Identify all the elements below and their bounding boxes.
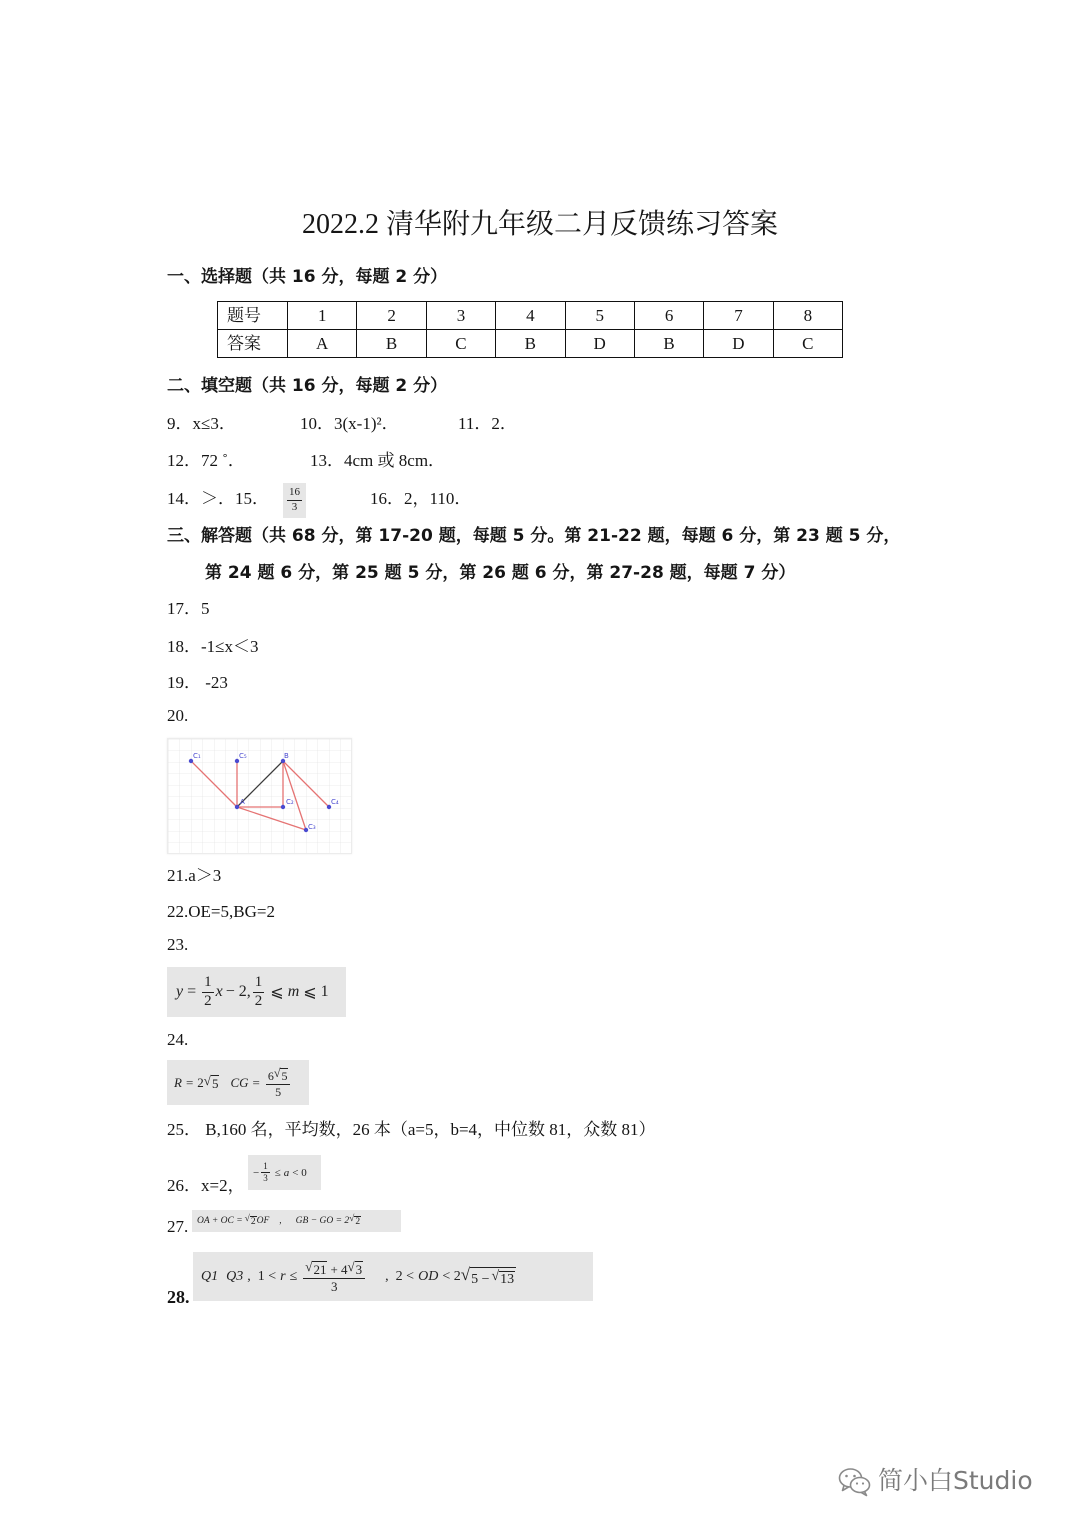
q23-var-x: x xyxy=(215,983,223,1000)
answer-cell: B xyxy=(357,330,426,358)
q24-var-cg: CG xyxy=(230,1074,249,1090)
q26-answer-formula xyxy=(248,1155,321,1190)
fraction-numerator: 1 xyxy=(253,975,265,993)
fraction-numerator: 16 xyxy=(287,487,302,501)
answer-q10: 10．3(x-1)²． xyxy=(300,414,399,433)
fraction-numerator: 1 xyxy=(202,975,214,993)
answer-q20-label: 20. xyxy=(167,706,189,725)
q26-fraction xyxy=(261,1162,270,1184)
q28-fraction xyxy=(303,1260,365,1293)
answer-q24-label: 24. xyxy=(167,1030,189,1049)
radical-sign: √ xyxy=(203,1073,211,1089)
q28-sqrt-21 xyxy=(305,1260,327,1277)
answer-cell: D xyxy=(704,330,773,358)
answer-q9: 9．x≤3． xyxy=(167,414,236,433)
answer-q16: 16．2，110． xyxy=(370,489,472,508)
watermark-text: 简小白Studio xyxy=(878,1466,1033,1495)
q24-equals-1: = xyxy=(185,1074,194,1090)
q28-outer-sqrt xyxy=(461,1266,516,1288)
question-number-cell: 4 xyxy=(496,302,565,330)
page-title: 2022.2 清华附九年级二月反馈练习答案 xyxy=(301,209,778,240)
answer-cell: C xyxy=(426,330,495,358)
section-2-heading: 二、填空题（共 16 分，每题 2 分） xyxy=(167,376,448,396)
answer-cell: A xyxy=(288,330,357,358)
q28-inner-sqrt xyxy=(491,1270,515,1288)
answer-q21: 21.a＞3 xyxy=(167,866,222,885)
answer-q19: 19． -23 xyxy=(167,673,228,692)
answer-cell: D xyxy=(565,330,634,358)
question-number-cell: 6 xyxy=(634,302,703,330)
answer-q11: 11．2． xyxy=(458,414,517,433)
question-number-cell: 5 xyxy=(565,302,634,330)
q15-fraction xyxy=(287,487,302,513)
q26-leq: ≤ xyxy=(274,1166,281,1179)
radical-sign: √ xyxy=(460,1264,471,1284)
q28-answer-formula xyxy=(193,1252,593,1301)
q27-sqrt-1 xyxy=(245,1215,257,1228)
q28-leq: ≤ xyxy=(289,1268,298,1284)
q28-ineq2-right: < 2 xyxy=(442,1268,461,1284)
q28-comma-2: , xyxy=(385,1268,389,1284)
q28-comma-1: , xyxy=(247,1268,251,1284)
answer-cell: B xyxy=(634,330,703,358)
table-row xyxy=(218,302,843,330)
q24-equals-2: = xyxy=(252,1074,260,1090)
q23-var-m: m xyxy=(287,983,300,1000)
fraction-numerator: 1 xyxy=(261,1162,270,1173)
label-b: B xyxy=(284,752,289,760)
q15-fraction-box xyxy=(283,483,306,518)
q27-part-2: GB − GO = 2 xyxy=(295,1216,350,1226)
radicand: 3 xyxy=(355,1261,363,1277)
label-c5: C₅ xyxy=(239,752,247,760)
answer-q25: 25． B,160 名，平均数，26 本（a=5，b=4，中位数 81，众数 81） xyxy=(167,1120,656,1139)
q28-q3: Q3 xyxy=(226,1268,244,1284)
question-number-cell: 8 xyxy=(773,302,842,330)
q28-var-od: OD xyxy=(418,1268,439,1284)
q23-fraction-2 xyxy=(253,975,265,1010)
answer-cell: B xyxy=(496,330,565,358)
fraction-denominator: 3 xyxy=(330,1278,338,1294)
fraction-numerator xyxy=(266,1067,291,1085)
radicand: 21 xyxy=(313,1261,327,1277)
point-a xyxy=(235,805,239,809)
radical-sign: √ xyxy=(349,1213,355,1224)
q24-fraction xyxy=(266,1067,291,1098)
question-number-cell: 7 xyxy=(704,302,773,330)
q23-leq-2: ⩽ xyxy=(303,984,317,1001)
radicand: 2 xyxy=(355,1216,361,1227)
q23-one: 1 xyxy=(320,983,329,1000)
answer-q17: 17．5 xyxy=(167,599,210,618)
q24-frac-sqrt xyxy=(274,1067,289,1083)
radicand xyxy=(470,1267,516,1288)
answer-q27-label: 27. xyxy=(167,1217,189,1236)
q26-lt-zero: < 0 xyxy=(292,1166,307,1179)
q28-sqrt-3 xyxy=(348,1260,364,1277)
q24-answer-formula xyxy=(167,1060,309,1105)
label-c2: C₂ xyxy=(286,798,294,806)
q24-coef: 2 xyxy=(197,1074,204,1090)
section-3-heading-line-2: 第 24 题 6 分，第 25 题 5 分，第 26 题 6 分，第 27-28 题，每题 7 分） xyxy=(205,563,796,583)
radical-sign: √ xyxy=(491,1268,500,1284)
q27-answer-formula xyxy=(192,1210,401,1232)
q23-equals: = xyxy=(187,983,197,1000)
table-answer-label: 答案 xyxy=(218,330,288,358)
q28-plus-four: + 4 xyxy=(330,1261,348,1277)
answer-q18: 18．-1≤x＜3 xyxy=(167,637,259,656)
answer-cell: C xyxy=(773,330,842,358)
q23-fraction-1 xyxy=(202,975,214,1010)
label-c1: C₁ xyxy=(193,752,201,760)
fraction-denominator: 2 xyxy=(254,992,263,1009)
radical-sign: √ xyxy=(305,1258,313,1274)
answer-q26-text: 26．x=2， xyxy=(167,1176,245,1195)
point-c2 xyxy=(281,805,285,809)
q28-ineq-left: 1 < xyxy=(257,1268,277,1284)
radical-sign: √ xyxy=(347,1258,355,1274)
fraction-denominator: 3 xyxy=(291,501,298,513)
q23-var-y: y xyxy=(176,983,184,1000)
answer-q14-q15: 14．＞．15． xyxy=(167,489,269,508)
question-number-cell: 2 xyxy=(357,302,426,330)
table-row xyxy=(218,330,843,358)
q23-leq-1: ⩽ xyxy=(270,984,284,1001)
section-1-heading: 一、选择题（共 16 分，每题 2 分） xyxy=(167,267,448,287)
answer-q28-label: 28. xyxy=(167,1287,190,1307)
q27-of: OF xyxy=(256,1216,270,1226)
answer-q23-label: 23. xyxy=(167,935,189,954)
fraction-denominator: 5 xyxy=(275,1084,282,1099)
radicand: 2 xyxy=(250,1216,256,1227)
q27-sqrt-2 xyxy=(349,1215,361,1228)
q28-var-r: r xyxy=(280,1268,286,1284)
q27-part-1: OA + OC = xyxy=(197,1216,243,1226)
radicand: 5 xyxy=(211,1076,219,1092)
q24-frac-coef: 6 xyxy=(267,1068,274,1083)
q28-q1: Q1 xyxy=(201,1268,219,1284)
choice-answer-table xyxy=(217,301,843,358)
label-c3: C₃ xyxy=(308,823,316,831)
wechat-icon xyxy=(838,1467,872,1497)
table-header-label: 题号 xyxy=(218,302,288,330)
q20-geometry-figure xyxy=(167,738,352,854)
section-3-heading-line-1: 三、解答题（共 68 分，第 17-20 题，每题 5 分。第 21-22 题，每题 6 分，第 23 题 5 分， xyxy=(167,526,901,546)
radicand: 5 xyxy=(281,1068,288,1083)
q24-sqrt xyxy=(204,1074,220,1091)
q24-var-r: R xyxy=(174,1074,182,1090)
q26-var-a: a xyxy=(283,1166,290,1179)
question-number-cell: 3 xyxy=(426,302,495,330)
radicand: 13 xyxy=(500,1271,515,1287)
q26-minus: − xyxy=(253,1166,260,1179)
radical-sign: √ xyxy=(273,1065,281,1080)
answer-q22: 22.OE=5,BG=2 xyxy=(167,902,275,921)
label-a: A xyxy=(240,798,245,806)
fraction-denominator: 3 xyxy=(263,1173,268,1183)
fraction-numerator xyxy=(303,1260,365,1279)
label-c4: C₄ xyxy=(331,798,339,806)
fraction-denominator: 2 xyxy=(204,992,212,1009)
q27-separator: , xyxy=(279,1216,282,1226)
q23-minus-two: − 2, xyxy=(225,983,251,1000)
q23-answer-formula xyxy=(167,967,346,1017)
radical-sign: √ xyxy=(244,1213,250,1224)
q28-ineq2-left: 2 < xyxy=(395,1268,415,1284)
question-number-cell: 1 xyxy=(288,302,357,330)
answer-q13: 13．4cm 或 8cm． xyxy=(310,451,446,470)
q28-outer-radicand-text: 5 − xyxy=(471,1271,490,1287)
answer-q12: 12．72 ˚． xyxy=(167,451,245,470)
